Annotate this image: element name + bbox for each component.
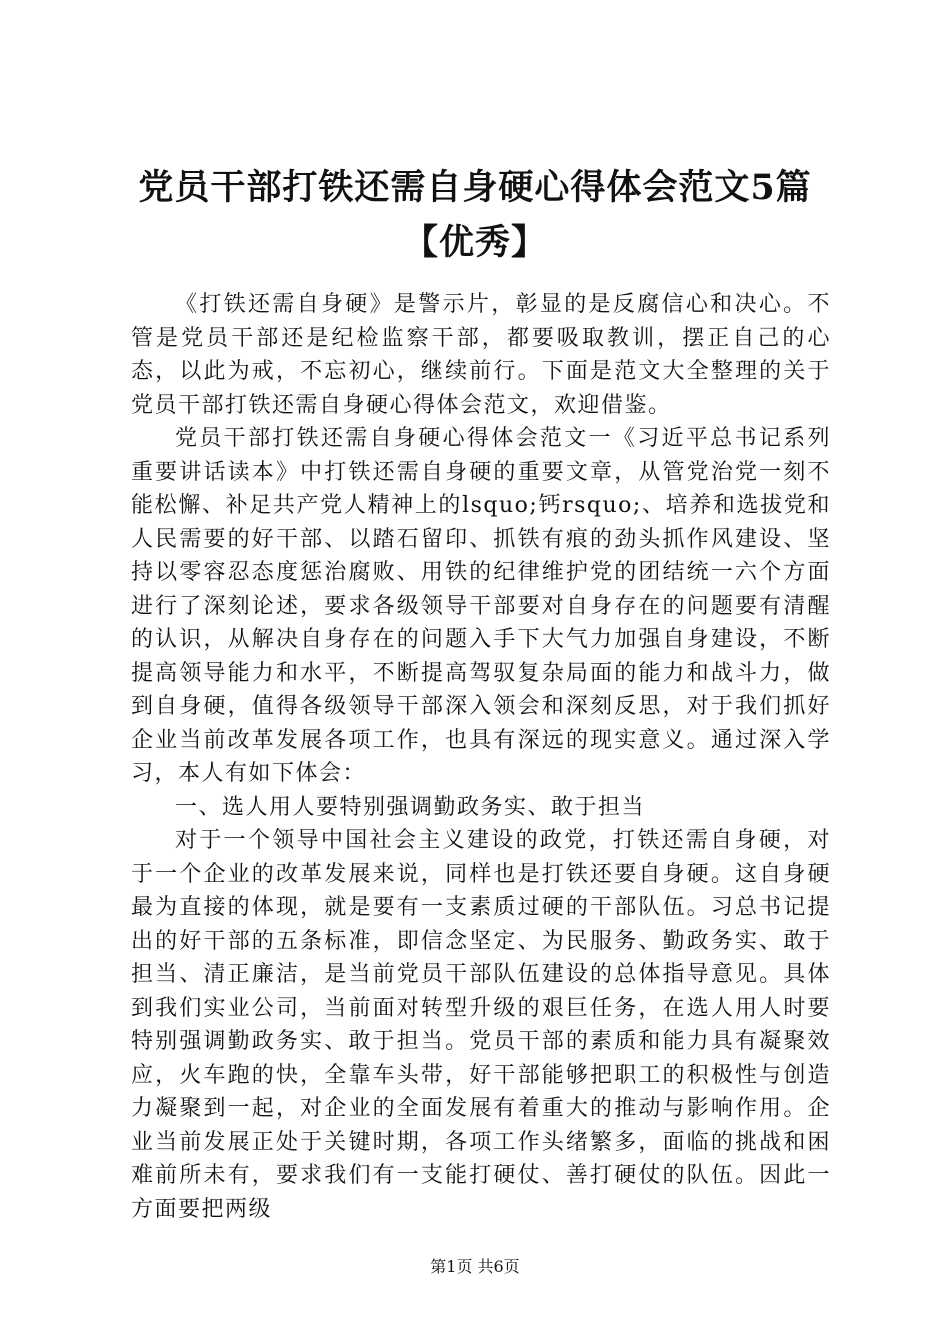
section-heading: 一、选人用人要特别强调勤政务实、敢于担当 [175, 794, 646, 820]
document-title-suffix: 【优秀】 [402, 222, 547, 263]
paragraph-section-body: 对于一个领导中国社会主义建设的政党，打铁还需自身硬，对于一个企业的改革发展来说，同样也是打铁还要自身硬。这自身硬最为直接的体现，就是要有一支素质过硬的干部队伍。习总书记提出的好干部的五条标准，即信念坚定、为民服务、勤政务实、敢于担当、清正廉洁，是当前党员干部队伍建设的总体指导意见。具体到我们实业公司，当前面对转型升级的艰巨任务，在选人用人时要特别强调勤政务实、敢于担当。党员干部的素质和能力具有凝聚效应，火车跑的快，全靠车头带，好干部能够把职工的积极性与创造力凝聚到一起，对企业的全面发展有着重大的推动与影响作用。企业当前发展正处于关键时期，各项工作头绪繁多，面临的挑战和困难前所未有，要求我们有一支能打硬仗、善打硬仗的队伍。因此一方面要把两级 [131, 828, 831, 1222]
document-body [131, 288, 831, 1226]
document-title: 党员干部打铁还需自身硬心得体会范文5篇 [138, 167, 812, 208]
paragraph-intro: 《打铁还需自身硬》是警示片，彰显的是反腐信心和决心。不管是党员干部还是纪检监察干部，都要吸取教训，摆正自己的心态，以此为戒，不忘初心，继续前行。下面是范文大全整理的关于党员干部打铁还需自身硬心得体会范文，欢迎借鉴。 [131, 292, 831, 418]
page-footer: 第1页 共6页 [430, 1257, 520, 1276]
paragraph-essay-one: 党员干部打铁还需自身硬心得体会范文一《习近平总书记系列重要讲话读本》中打铁还需自身硬的重要文章，从管党治党一刻不能松懈、补足共产党人精神上的lsquo;钙rsquo;、培养和选拔党和人民需要的好干部、以踏石留印、抓铁有痕的劲头抓作风建设、坚持以零容忍态度惩治腐败、用铁的纪律维护党的团结统一六个方面进行了深刻论述，要求各级领导干部要对自身存在的问题要有清醒的认识，从解决自身存在的问题入手下大气力加强自身建设，不断提高领导能力和水平，不断提高驾驭复杂局面的能力和战斗力，做到自身硬，值得各级领导干部深入领会和深刻反思，对于我们抓好企业当前改革发展各项工作，也具有深远的现实意义。通过深入学习，本人有如下体会： [131, 426, 831, 786]
